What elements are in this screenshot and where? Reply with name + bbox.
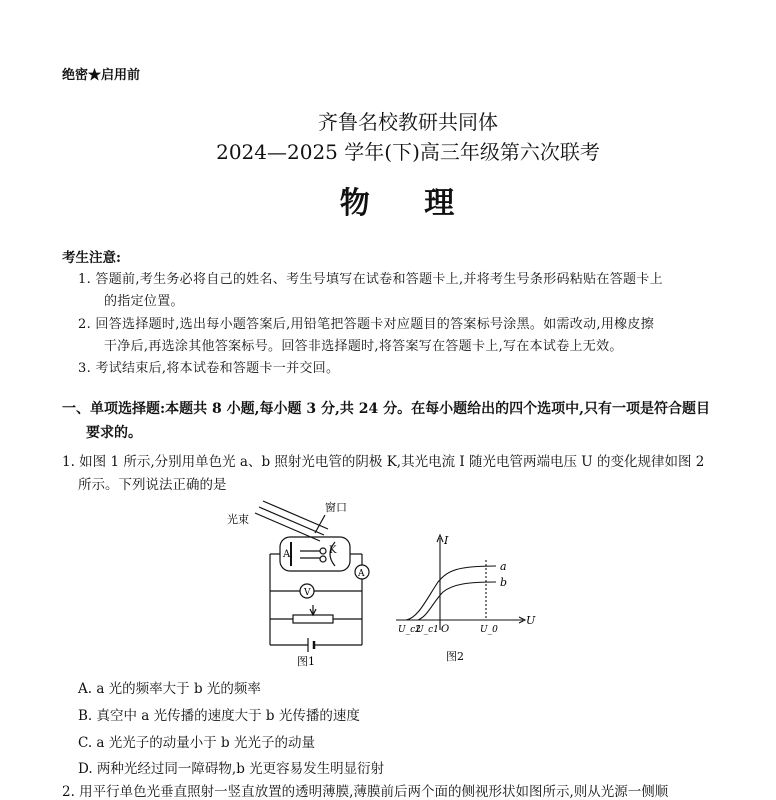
electron-1	[320, 548, 326, 554]
uc1-label: U_c1	[416, 625, 439, 635]
u-axis-label: U	[526, 614, 536, 627]
notice-item-1-line2: 的指定位置。	[104, 294, 184, 309]
light-beam-ray-2	[259, 507, 324, 535]
subject-title: 物 理	[339, 186, 477, 221]
figure-2-iu-graph	[388, 530, 538, 670]
question-1-line1: 1. 如图 1 所示,分别用单色光 a、b 照射光电管的阴极 K,其光电流 I 随光电管两端电压 U 的变化规律如图 2	[62, 454, 705, 470]
section-1-heading-cont: 要求的。	[86, 425, 142, 441]
confidential-mark: 绝密★启用前	[62, 68, 141, 83]
cathode-label: K	[329, 545, 337, 556]
window-label: 窗口	[325, 501, 347, 514]
question-2-line1: 2. 用平行单色光垂直照射一竖直放置的透明薄膜,薄膜前后两个面的侧视形状如图所示,则从光源一侧顺	[62, 784, 669, 800]
light-beam-ray-3	[263, 501, 328, 529]
exam-title: 2024—2025 学年(下)高三年级第六次联考	[216, 140, 600, 164]
figure-2-caption: 图2	[446, 650, 464, 663]
origin-label: O	[441, 624, 450, 635]
organization-title: 齐鲁名校教研共同体	[318, 110, 498, 134]
notice-heading: 考生注意:	[62, 250, 121, 266]
question-1-line2: 所示。下列说法正确的是	[78, 477, 227, 493]
u0-label: U_0	[480, 625, 498, 635]
q1-option-a[interactable]: A. a 光的频率大于 b 光的频率	[78, 681, 261, 697]
beam-label: 光束	[227, 513, 249, 526]
notice-item-3: 3. 考试结束后,将本试卷和答题卡一并交回。	[78, 361, 340, 376]
section-1-heading: 一、单项选择题:本题共 8 小题,每小题 3 分,共 24 分。在每小题给出的四个选项中,只有一项是符合题目	[62, 401, 710, 417]
electron-2	[320, 556, 326, 562]
notice-item-1-line1: 1. 答题前,考生务必将自己的姓名、考生号填写在试卷和答题卡上,并将考生号条形码粘贴在答题卡上	[78, 272, 663, 287]
curve-a-label: a	[500, 560, 507, 573]
curve-b	[418, 582, 496, 620]
voltmeter-label: V	[304, 588, 311, 598]
ammeter-label: A	[358, 569, 365, 579]
q1-option-c[interactable]: C. a 光光子的动量小于 b 光光子的动量	[78, 735, 315, 751]
notice-item-2-line2: 干净后,再选涂其他答案标号。回答非选择题时,将答案写在答题卡上,写在本试卷上无效。	[104, 339, 623, 354]
q1-option-b[interactable]: B. 真空中 a 光传播的速度大于 b 光传播的速度	[78, 708, 360, 724]
curve-b-label: b	[500, 576, 508, 589]
notice-item-2-line1: 2. 回答选择题时,选出每小题答案后,用铅笔把答题卡对应题目的答案标号涂黑。如需改动,用橡皮擦	[78, 317, 655, 332]
uc2-label: U_c2	[398, 625, 421, 635]
figure-1-circuit	[225, 495, 390, 670]
curve-a	[406, 566, 496, 620]
figure-1-caption: 图1	[297, 655, 315, 668]
i-axis-label: I	[444, 534, 449, 547]
q1-option-d[interactable]: D. 两种光经过同一障碍物,b 光更容易发生明显衍射	[78, 761, 385, 777]
anode-label: A	[283, 549, 291, 560]
